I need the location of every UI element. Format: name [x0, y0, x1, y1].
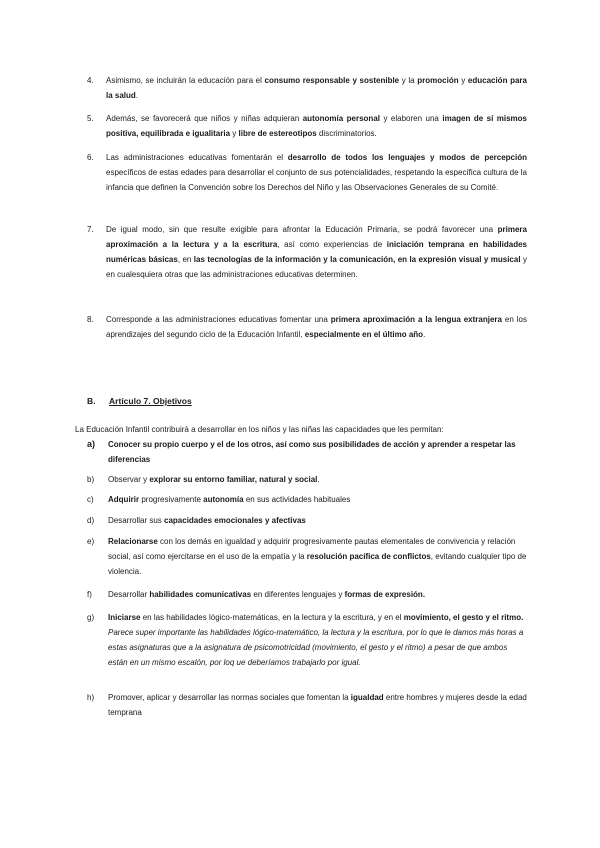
- item-text: [106, 73, 527, 103]
- lettered-item-c: [87, 492, 529, 507]
- bold-text: Adquirir: [108, 495, 140, 504]
- bold-text: desarrollo de todos los lenguajes y modos de percepción: [287, 153, 528, 162]
- item-text: [108, 492, 529, 507]
- text-run: Corresponde a las administraciones educativas fomentar una: [106, 315, 331, 324]
- bold-text: consumo responsable y sostenible: [264, 76, 400, 85]
- item-number: 5.: [87, 114, 94, 123]
- text-run: y: [230, 129, 239, 138]
- text-run: en sus actividades habituales: [243, 495, 351, 504]
- text-run: De igual modo, sin que resulte exigible para afrontar la Educación Primaria, se podrá favorecer una: [106, 225, 498, 234]
- bold-text: capacidades emocionales y afectivas: [164, 516, 306, 525]
- bold-text: igualdad: [350, 693, 384, 702]
- bold-text: movimiento, el gesto y el ritmo.: [403, 613, 524, 622]
- item-letter: d): [87, 516, 95, 525]
- text-run: y: [458, 76, 468, 85]
- text-run: y la: [399, 76, 418, 85]
- item-letter: c): [87, 495, 94, 504]
- item-number: 4.: [87, 76, 94, 85]
- item-text: [108, 690, 529, 720]
- numbered-item-8: [87, 312, 527, 342]
- text-run: Además, se favorecerá que niños y niñas adquieran: [106, 114, 303, 123]
- text-run: progresivamente: [139, 495, 204, 504]
- text-run: en los aprendizajes del segundo ciclo de la Educación Infantil,: [106, 315, 527, 339]
- bold-text: Conocer su propio cuerpo y el de los otros, así como sus posibilidades de acción y aprender a respetar las diferencias: [108, 440, 516, 464]
- lettered-item-g: [87, 610, 529, 670]
- section-number: B.: [87, 396, 96, 406]
- text-run: específicos de estas edades para desarrollar el conjunto de sus potencialidades, respetando la específica cultura de la infancia que definen la Convención sobre los Derechos del Niño y las Observaciones Generales de su Comité.: [106, 168, 527, 192]
- bold-text: educación para la salud: [106, 76, 527, 100]
- text-run: .: [135, 91, 139, 100]
- text-run: , evitando cualquier tipo de violencia.: [108, 552, 527, 576]
- item-letter: e): [87, 537, 95, 546]
- bold-text: explorar su entorno familiar, natural y social: [149, 475, 318, 484]
- item-letter: h): [87, 693, 95, 702]
- bold-text: primera aproximación a la lengua extranjera: [330, 315, 502, 324]
- lettered-item-a: [87, 437, 529, 467]
- text-run: y elaboren una: [380, 114, 443, 123]
- section-heading: [87, 394, 192, 409]
- text-run: .: [423, 330, 426, 339]
- bold-text: las tecnologías de la información y la comunicación, en la expresión visual y musical: [193, 255, 521, 264]
- text-run: , así como experiencias de: [277, 240, 387, 249]
- bold-text: primera aproximación a la lectura y a la escritura: [106, 225, 527, 249]
- annotation-note: Parece super importante las habilidades lógico-matemático, la lectura y la escritura, por lo que le damos más horas a estas asignaturas que a la asignatura de psicomotricidad (movimiento, el gesto y el ritmo) a pesar de que ambos están en un mismo escalón, por loq ue deberíamos trabajarlo por igual.: [108, 628, 524, 667]
- bold-text: imagen de sí mismos positiva, equilibrada e igualitaria: [106, 114, 528, 138]
- bold-text: autonomía: [203, 495, 244, 504]
- numbered-item-6: [87, 150, 527, 195]
- item-text: [108, 587, 529, 602]
- item-letter: b): [87, 475, 95, 484]
- text-run: Observar y: [108, 475, 150, 484]
- text-run: en las habilidades lógico-matemáticas, en la lectura y la escritura, y en el: [140, 613, 404, 622]
- text-run: Asimismo, se incluirán la educación para el: [106, 76, 265, 85]
- bold-text: promoción: [417, 76, 459, 85]
- section-title: Artículo 7. Objetivos: [109, 396, 192, 406]
- text-run: Las administraciones educativas fomentarán el: [106, 153, 288, 162]
- bold-text: Iniciarse: [108, 613, 141, 622]
- text-run: Promover, aplicar y desarrollar las normas sociales que fomentan la: [108, 693, 351, 702]
- bold-text: resolución pacífica de conflictos: [306, 552, 431, 561]
- item-text: [106, 150, 527, 195]
- text-run: y en cualesquiera otras que las administraciones educativas determinen.: [106, 255, 527, 279]
- item-number: 7.: [87, 225, 94, 234]
- item-text: [108, 610, 529, 625]
- item-letter: g): [87, 613, 95, 622]
- text-run: Desarrollar: [108, 590, 150, 599]
- item-letter: f): [87, 590, 92, 599]
- text-run: entre hombres y mujeres desde la edad temprana: [108, 693, 527, 717]
- item-text: [106, 312, 527, 342]
- text-run: discriminatorios.: [316, 129, 377, 138]
- text-run: .: [317, 475, 320, 484]
- lettered-item-f: [87, 587, 529, 602]
- numbered-item-7: [87, 222, 527, 282]
- lettered-item-b: [87, 472, 529, 487]
- lettered-item-h: [87, 690, 529, 720]
- text-run: , en: [177, 255, 194, 264]
- item-text: [108, 437, 529, 467]
- text-run: con los demás en igualdad y adquirir progresivamente pautas elementales de convivencia y relación social, así como ejercitarse en el uso de la empatía y la: [108, 537, 516, 561]
- lettered-item-d: [87, 513, 529, 528]
- bold-text: autonomía personal: [302, 114, 380, 123]
- item-text: [108, 534, 529, 579]
- numbered-item-4: [87, 73, 527, 103]
- intro-paragraph: La Educación Infantil contribuirá a desarrollar en los niños y las niñas las capacidades que les permitan:: [75, 425, 444, 434]
- item-text: [106, 111, 527, 141]
- bold-text: habilidades comunicativas: [149, 590, 252, 599]
- item-number: 6.: [87, 153, 94, 162]
- bold-text: Relacionarse: [108, 537, 158, 546]
- text-run: Desarrollar sus: [108, 516, 165, 525]
- item-text: [108, 513, 529, 528]
- bold-text: libre de estereotipos: [238, 129, 317, 138]
- text-run: en diferentes lenguajes y: [251, 590, 345, 599]
- bold-text: especialmente en el último año: [304, 330, 424, 339]
- item-text: [108, 472, 529, 487]
- bold-text: formas de expresión.: [344, 590, 426, 599]
- numbered-item-5: [87, 111, 527, 141]
- item-letter: a): [87, 439, 96, 449]
- item-text: [106, 222, 527, 282]
- lettered-item-e: [87, 534, 529, 579]
- item-number: 8.: [87, 315, 94, 324]
- bold-text: iniciación temprana en habilidades numéricas básicas: [106, 240, 527, 264]
